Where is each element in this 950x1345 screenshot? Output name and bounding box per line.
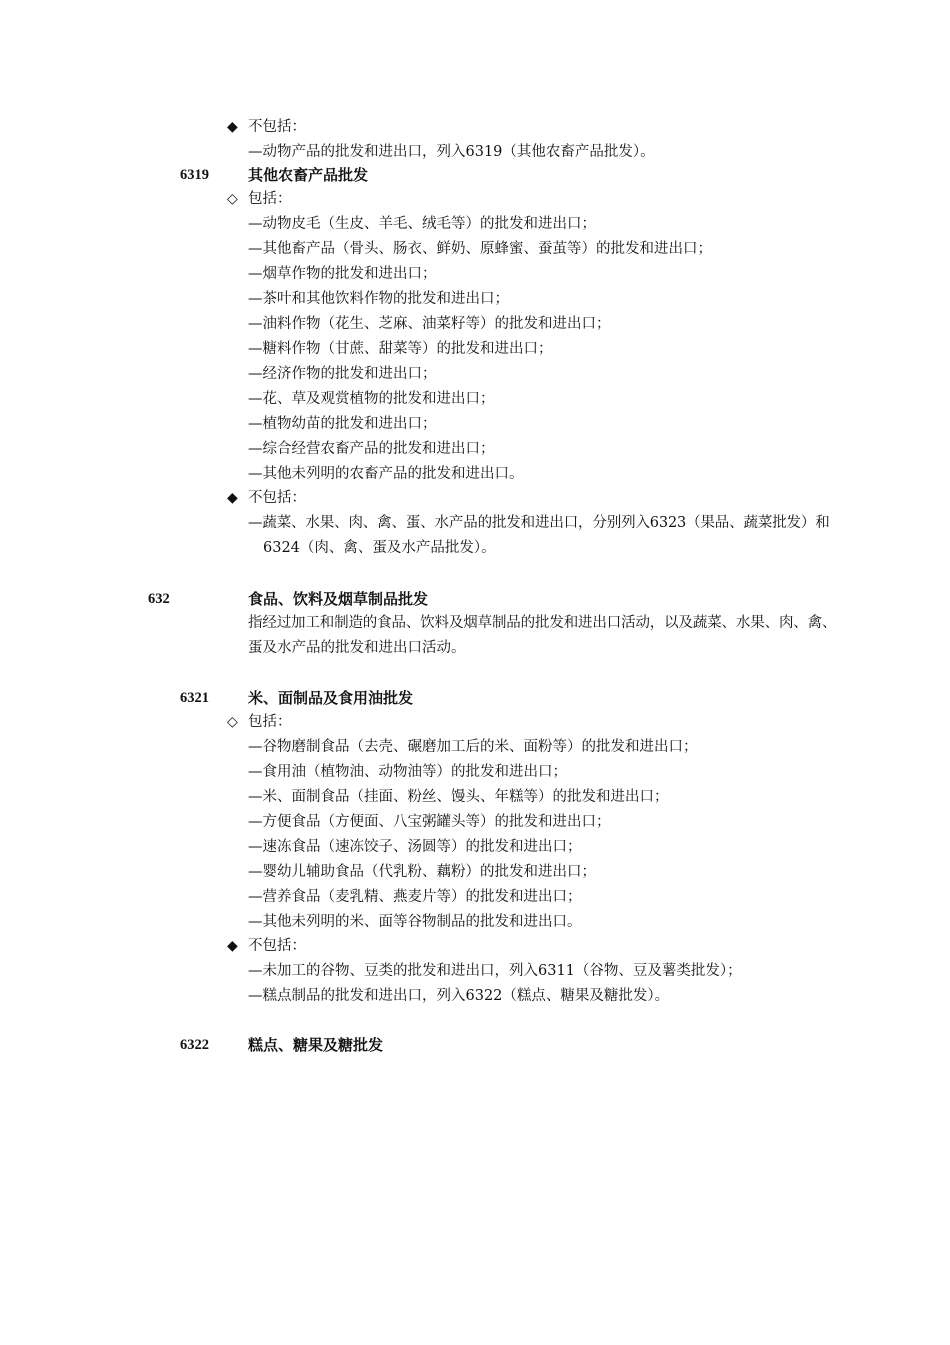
include-item: —其他畜产品（骨头、肠衣、鲜奶、原蜂蜜、蚕茧等）的批发和进出口； xyxy=(248,241,712,257)
section-title: 米、面制品及食用油批发 xyxy=(248,689,414,707)
include-label: 包括： xyxy=(248,191,292,207)
exclude-heading xyxy=(0,934,950,959)
include-item: —婴幼儿辅助食品（代乳粉、藕粉）的批发和进出口； xyxy=(248,864,596,880)
section-code: 632 xyxy=(148,591,170,607)
exclude-heading xyxy=(0,115,950,140)
include-item: —油料作物（花生、芝麻、油菜籽等）的批发和进出口； xyxy=(248,316,611,332)
include-item: —综合经营农畜产品的批发和进出口； xyxy=(248,441,495,457)
exclude-label: 不包括： xyxy=(248,119,306,135)
exclude-item: —未加工的谷物、豆类的批发和进出口，列入6311（谷物、豆及薯类批发）； xyxy=(248,963,742,979)
section-heading-6322 xyxy=(0,1033,950,1058)
section-title: 食品、饮料及烟草制品批发 xyxy=(248,590,429,608)
exclude-label: 不包括： xyxy=(248,490,306,506)
section-heading-6321 xyxy=(0,686,950,711)
hollow-diamond-icon: ◇ xyxy=(227,191,238,207)
include-item: —食用油（植物油、动物油等）的批发和进出口； xyxy=(248,764,567,780)
include-item: —烟草作物的批发和进出口； xyxy=(248,266,437,282)
section-heading-632 xyxy=(0,587,950,612)
include-item: —茶叶和其他饮料作物的批发和进出口； xyxy=(248,291,509,307)
include-item: —其他未列明的米、面等谷物制品的批发和进出口。 xyxy=(248,914,582,930)
filled-diamond-icon: ◆ xyxy=(227,490,238,506)
exclude-heading xyxy=(0,486,950,511)
section-title: 其他农畜产品批发 xyxy=(248,166,369,184)
include-label: 包括： xyxy=(248,714,292,730)
include-heading xyxy=(0,710,950,735)
include-item: —其他未列明的农畜产品的批发和进出口。 xyxy=(248,466,524,482)
include-item: —营养食品（麦乳精、燕麦片等）的批发和进出口； xyxy=(248,889,582,905)
section-title: 糕点、糖果及糖批发 xyxy=(248,1036,384,1054)
section-code: 6322 xyxy=(180,1037,209,1053)
include-item: —经济作物的批发和进出口； xyxy=(248,366,437,382)
section-description-continuation: 蛋及水产品的批发和进出口活动。 xyxy=(248,640,466,656)
include-item: —谷物磨制食品（去壳、碾磨加工后的米、面粉等）的批发和进出口； xyxy=(248,739,698,755)
section-code: 6321 xyxy=(180,690,209,706)
filled-diamond-icon: ◆ xyxy=(227,938,238,954)
section-description: 指经过加工和制造的食品、饮料及烟草制品的批发和进出口活动，以及蔬菜、水果、肉、禽、 xyxy=(248,615,837,631)
include-item: —速冻食品（速冻饺子、汤圆等）的批发和进出口； xyxy=(248,839,582,855)
include-item: —花、草及观赏植物的批发和进出口； xyxy=(248,391,495,407)
include-heading xyxy=(0,187,950,212)
section-code: 6319 xyxy=(180,167,209,183)
include-item: —动物皮毛（生皮、羊毛、绒毛等）的批发和进出口； xyxy=(248,216,596,232)
include-item: —糖料作物（甘蔗、甜菜等）的批发和进出口； xyxy=(248,341,553,357)
exclude-item: —动物产品的批发和进出口，列入6319（其他农畜产品批发）。 xyxy=(248,144,655,160)
hollow-diamond-icon: ◇ xyxy=(227,714,238,730)
exclude-item: —蔬菜、水果、肉、禽、蛋、水产品的批发和进出口，分别列入6323（果品、蔬菜批发）和 xyxy=(248,515,830,531)
section-heading-6319 xyxy=(0,163,950,188)
include-item: —方便食品（方便面、八宝粥罐头等）的批发和进出口； xyxy=(248,814,611,830)
exclude-label: 不包括： xyxy=(248,938,306,954)
exclude-item-continuation: 6324（肉、禽、蛋及水产品批发）。 xyxy=(263,540,496,556)
filled-diamond-icon: ◆ xyxy=(227,119,238,135)
exclude-item: —糕点制品的批发和进出口，列入6322（糕点、糖果及糖批发）。 xyxy=(248,988,670,1004)
include-item: —植物幼苗的批发和进出口； xyxy=(248,416,437,432)
include-item: —米、面制食品（挂面、粉丝、馒头、年糕等）的批发和进出口； xyxy=(248,789,669,805)
